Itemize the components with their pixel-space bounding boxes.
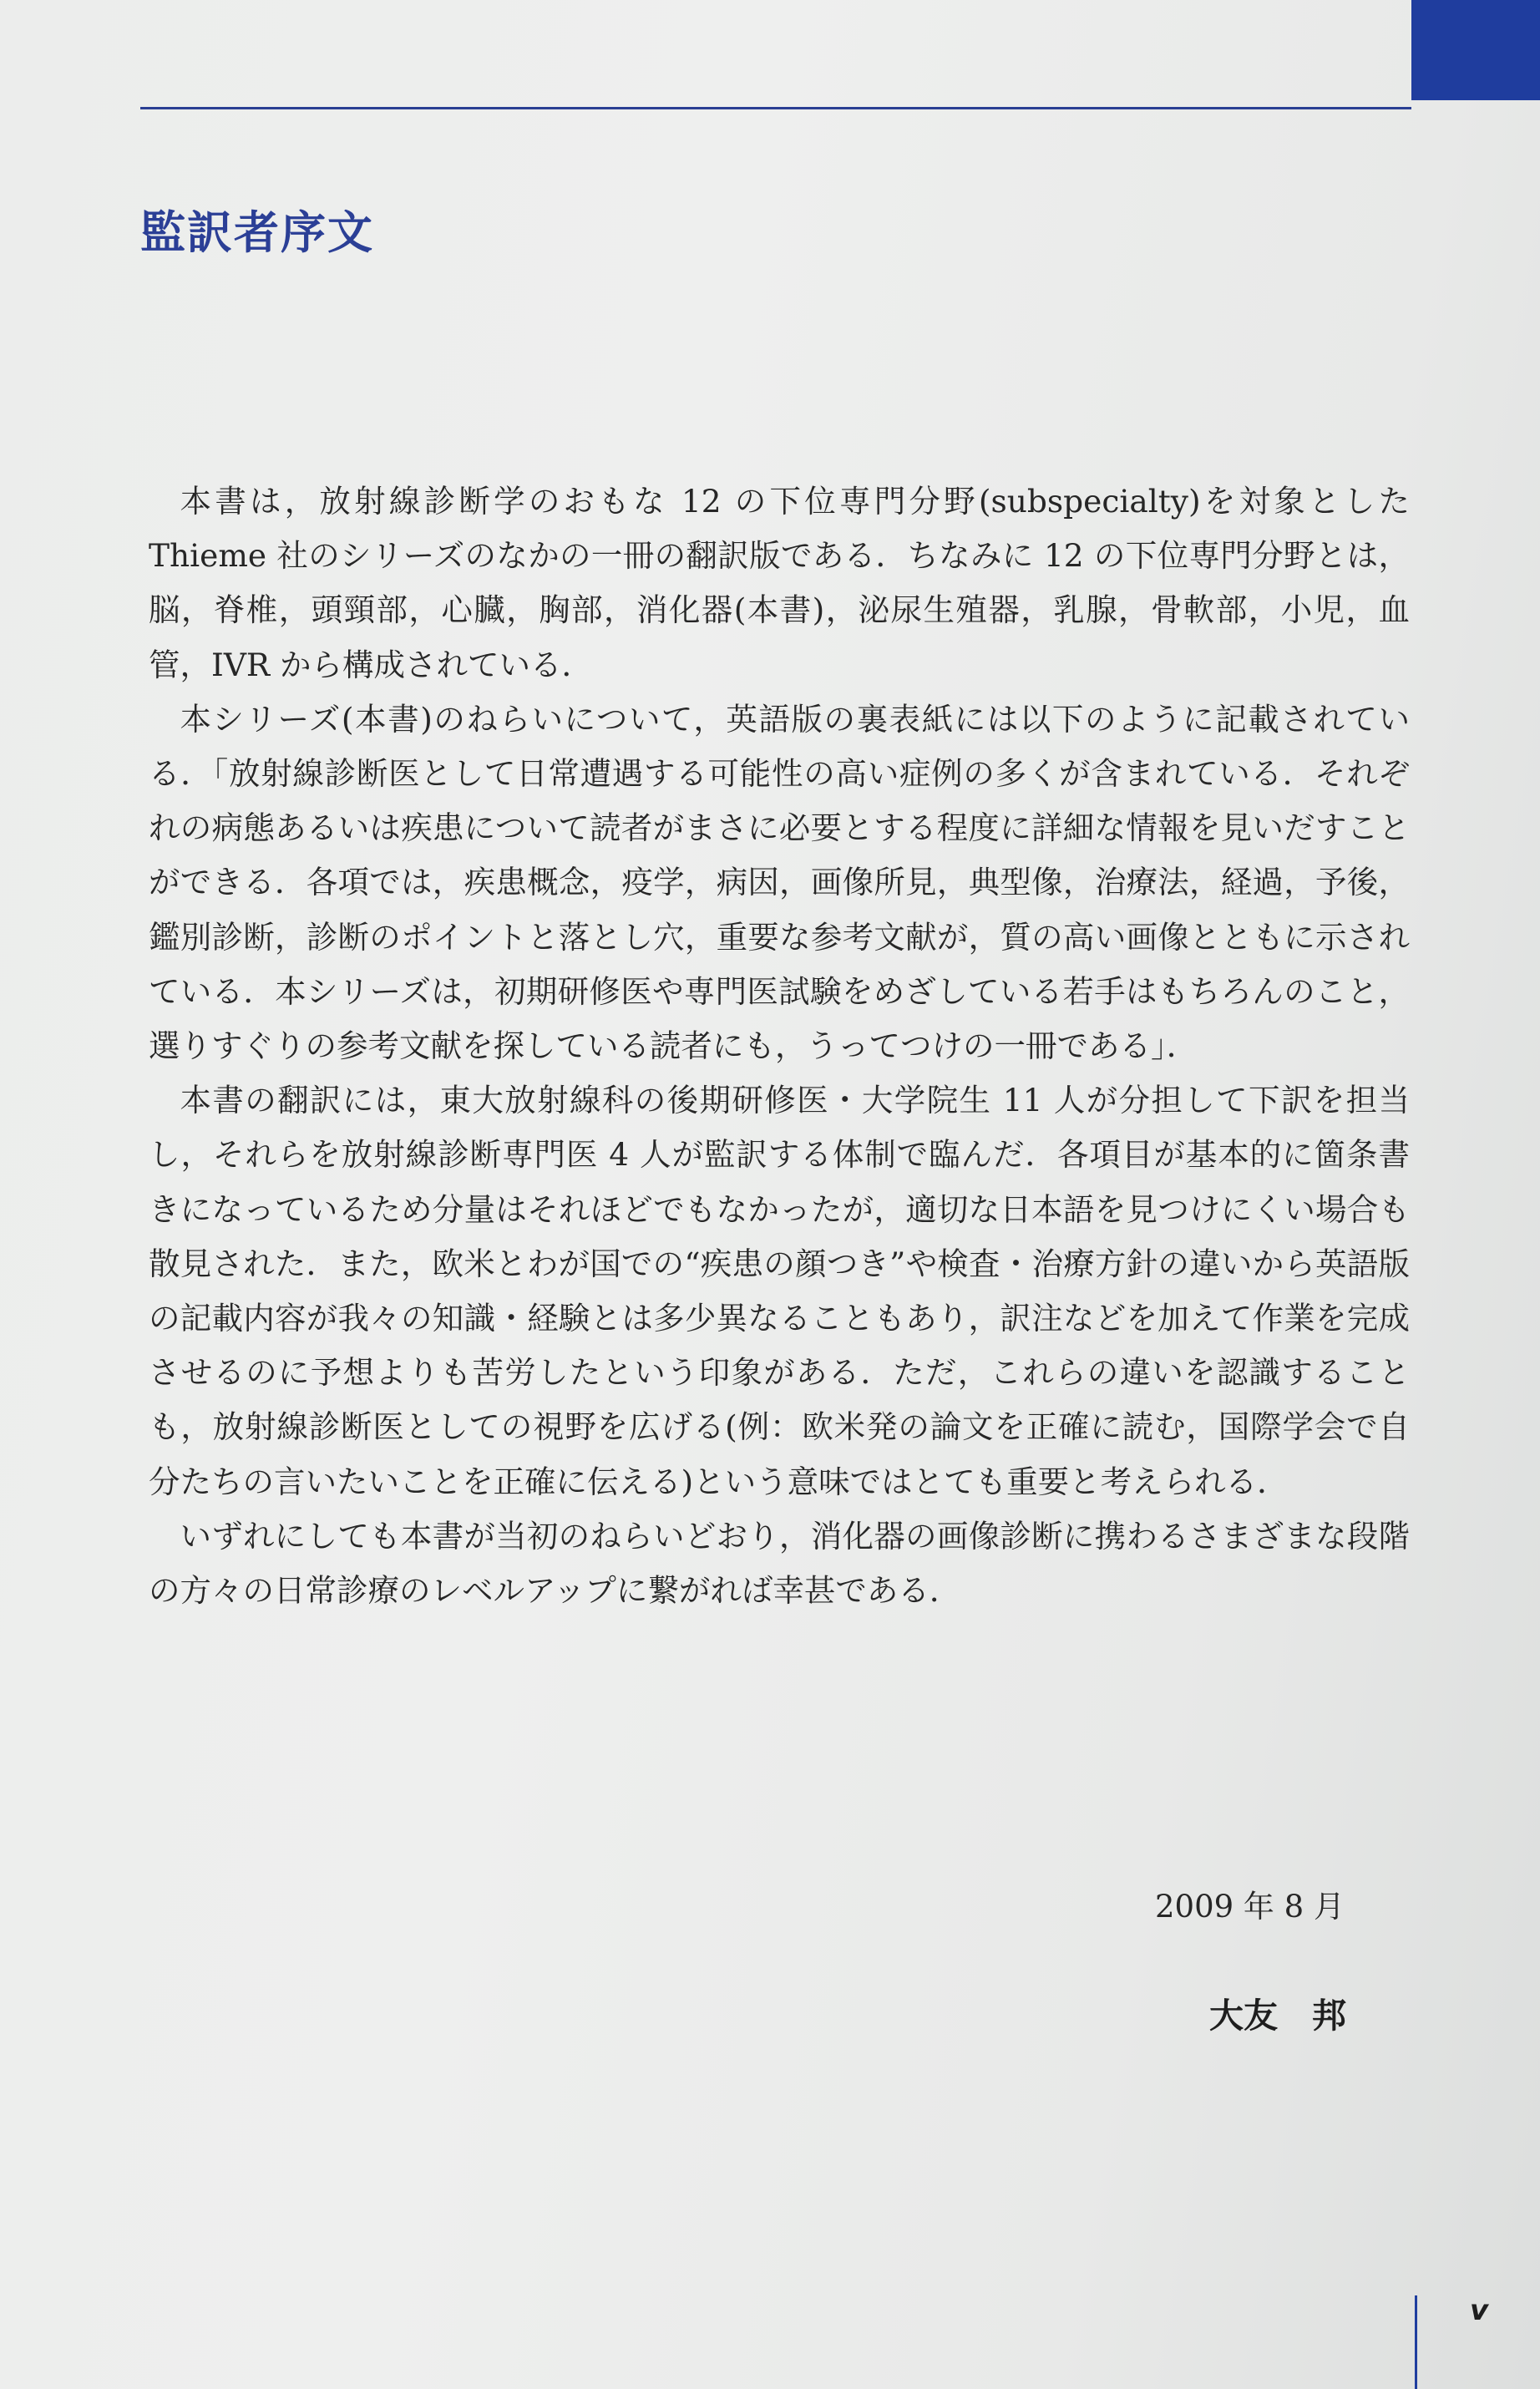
signature-author: 大友 邦 <box>1209 1996 1346 2036</box>
header-rule <box>140 107 1411 109</box>
page-title: 監訳者序文 <box>140 206 374 259</box>
chapter-tab-marker <box>1411 0 1540 100</box>
footer-rule <box>1415 2295 1417 2389</box>
paragraph-1: 本書は，放射線診断学のおもな 12 の下位専門分野(subspecialty)を対象とした Thieme 社のシリーズのなかの一冊の翻訳版である．ちなみに 12 の下位専門分野とは，脳，脊椎，頭頸部，心臓，胸部，消化器(本書)，泌尿生殖器，乳腺，骨軟部，小児，血管，IVR から構成されている． <box>149 483 1410 683</box>
page-number: v <box>1470 2294 1489 2327</box>
signature-date: 2009 年 8 月 <box>1155 1889 1345 1925</box>
paragraph-4: いずれにしても本書が当初のねらいどおり，消化器の画像診断に携わるさまざまな段階の方々の日常診療のレベルアップに繋がれば幸甚である． <box>149 1517 1410 1610</box>
paragraph-2: 本シリーズ(本書)のねらいについて，英語版の裏表紙には以下のように記載されている．「放射線診断医として日常遭遇する可能性の高い症例の多くが含まれている．それぞれの病態あるいは疾患について読者がまさに必要とする程度に詳細な情報を見いだすことができる．各項では，疾患概念，疫学，病因，画像所見，典型像，治療法，経過，予後，鑑別診断，診断のポイントと落とし穴，重要な参考文献が，質の高い画像とともに示されている．本シリーズは，初期研修医や専門医試験をめざしている若手はもちろんのこと，選りすぐりの参考文献を探している読者にも，うってつけの一冊である」． <box>149 700 1410 1065</box>
preface-body <box>149 474 1410 1618</box>
paragraph-3: 本書の翻訳には，東大放射線科の後期研修医・大学院生 11 人が分担して下訳を担当し，それらを放射線診断専門医 4 人が監訳する体制で臨んだ．各項目が基本的に箇条書きになっているため分量はそれほどでもなかったが，適切な日本語を見つけにくい場合も散見された．また，欧米とわが国での“疾患の顔つき”や検査・治療方針の違いから英語版の記載内容が我々の知識・経験とは多少異なることもあり，訳注などを加えて作業を完成させるのに予想よりも苦労したという印象がある．ただ，これらの違いを認識することも，放射線診断医としての視野を広げる(例：欧米発の論文を正確に読む，国際学会で自分たちの言いたいことを正確に伝える)という意味ではとても重要と考えられる． <box>149 1082 1410 1500</box>
